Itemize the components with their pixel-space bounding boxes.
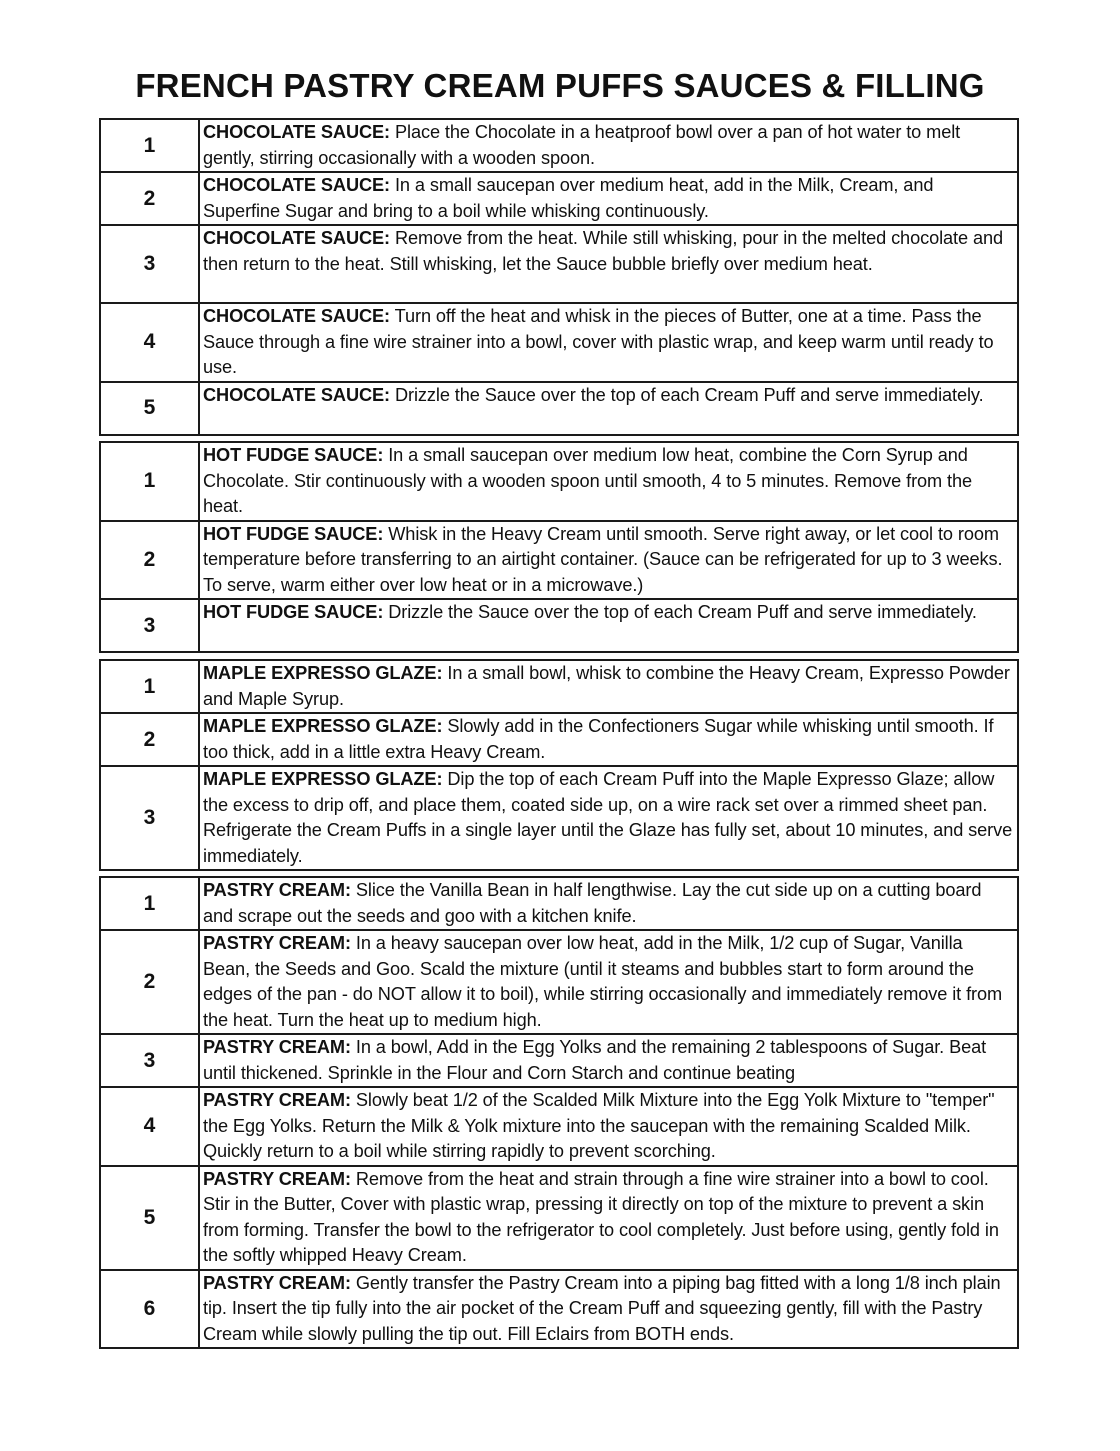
- table-row: [100, 766, 1018, 870]
- step-number: 5: [100, 1166, 199, 1270]
- step-text: [199, 442, 1018, 521]
- section-table-chocolate-sauce: [99, 118, 1019, 436]
- step-heading: CHOCOLATE SAUCE:: [203, 175, 391, 195]
- step-number: 1: [100, 119, 199, 172]
- step-heading: MAPLE EXPRESSO GLAZE:: [203, 663, 443, 683]
- step-heading: PASTRY CREAM:: [203, 880, 351, 900]
- step-description: In a small saucepan over medium low heat, combine the Corn Syrup and Chocolate. Stir continuously with a wooden spoon until smooth, 4 to 5 minutes. Remove from the heat.: [203, 445, 973, 516]
- step-description: Turn off the heat and whisk in the pieces of Butter, one at a time. Pass the Sauce through a fine wire strainer into a bowl, cover with plastic wrap, and keep warm until ready to use.: [203, 306, 994, 377]
- step-heading: HOT FUDGE SAUCE:: [203, 523, 384, 544]
- step-number: 6: [100, 1270, 199, 1349]
- step-text: [199, 599, 1018, 652]
- step-heading: MAPLE EXPRESSO GLAZE:: [203, 769, 443, 789]
- step-number: 4: [100, 1087, 199, 1166]
- step-heading: PASTRY CREAM:: [203, 1037, 351, 1057]
- page-title: FRENCH PASTRY CREAM PUFFS SAUCES & FILLING: [135, 67, 985, 104]
- step-number: 2: [100, 713, 199, 766]
- step-description: Slice the Vanilla Bean in half lengthwise. Lay the cut side up on a cutting board and scrape out the seeds and goo with a kitchen knife.: [203, 880, 982, 926]
- step-number: 1: [100, 442, 199, 521]
- step-text: [199, 172, 1018, 225]
- section-table-maple-expresso-glaze: [99, 659, 1019, 871]
- step-number: 5: [100, 382, 199, 435]
- step-description: In a small saucepan over medium heat, add in the Milk, Cream, and Superfine Sugar and bring to a boil while whisking continuously.: [203, 175, 934, 221]
- table-row: [100, 1034, 1018, 1087]
- step-description: In a bowl, Add in the Egg Yolks and the remaining 2 tablespoons of Sugar. Beat until thickened. Sprinkle in the Flour and Corn Starch and continue beating: [203, 1037, 987, 1083]
- step-number: 2: [100, 172, 199, 225]
- table-row: [100, 1166, 1018, 1270]
- step-text: [199, 766, 1018, 870]
- section-table-hot-fudge-sauce: [99, 441, 1019, 653]
- step-number: 2: [100, 930, 199, 1034]
- step-heading: CHOCOLATE SAUCE:: [203, 384, 391, 405]
- step-number: 1: [100, 660, 199, 713]
- step-text: [199, 119, 1018, 172]
- step-description: Remove from the heat. While still whisking, pour in the melted chocolate and then return to the heat. Still whisking, let the Sauce bubble briefly over medium heat.: [203, 228, 1004, 274]
- table-row: [100, 119, 1018, 172]
- step-heading: PASTRY CREAM:: [203, 1272, 351, 1293]
- table-row: [100, 599, 1018, 652]
- step-description: Slowly add in the Confectioners Sugar while whisking until smooth. If too thick, add in a little extra Heavy Cream.: [203, 716, 994, 762]
- step-heading: CHOCOLATE SAUCE:: [203, 122, 391, 142]
- table-row: [100, 172, 1018, 225]
- table-row: [100, 877, 1018, 930]
- step-heading: CHOCOLATE SAUCE:: [203, 228, 391, 248]
- step-text: [199, 521, 1018, 600]
- step-description: Slowly beat 1/2 of the Scalded Milk Mixture into the Egg Yolk Mixture to "temper" the Egg Yolks. Return the Milk & Yolk mixture into the saucepan with the remaining Scalded Milk. Quickly return to a boil while stirring rapidly to prevent scorching.: [203, 1090, 995, 1161]
- table-row: [100, 225, 1018, 303]
- step-description: Remove from the heat and strain through a fine wire strainer into a bowl to cool. Stir in the Butter, Cover with plastic wrap, pressing it directly on top of the mixture to prevent a skin from forming. Transfer the bowl to the refrigerator to cool completely. Just before using, gently fold in the softly whipped Heavy Cream.: [203, 1168, 999, 1265]
- table-row: [100, 382, 1018, 435]
- table-row: [100, 1270, 1018, 1349]
- step-text: [199, 303, 1018, 382]
- step-number: 3: [100, 766, 199, 870]
- step-description: Dip the top of each Cream Puff into the Maple Expresso Glaze; allow the excess to drip off, and place them, coated side up, on a wire rack set over a rimmed sheet pan. Refrigerate the Cream Puffs in a single layer until the Glaze has fully set, about 10 minutes, and serve immediately.: [203, 769, 1013, 866]
- step-heading: HOT FUDGE SAUCE:: [203, 602, 384, 622]
- section-table-pastry-cream: [99, 876, 1019, 1349]
- step-description: In a heavy saucepan over low heat, add in the Milk, 1/2 cup of Sugar, Vanilla Bean, the Seeds and Goo. Scald the mixture (until it steams and bubbles start to form around the edges of the pan - do NOT allow it to boil), while stirring occasionally and immediately remove it from the heat. Turn the heat up to medium high.: [203, 933, 1003, 1030]
- step-number: 4: [100, 303, 199, 382]
- step-text: [199, 1087, 1018, 1166]
- step-description: Drizzle the Sauce over the top of each Cream Puff and serve immediately.: [390, 384, 984, 405]
- table-row: [100, 713, 1018, 766]
- step-text: [199, 930, 1018, 1034]
- step-description: Drizzle the Sauce over the top of each Cream Puff and serve immediately.: [383, 602, 977, 622]
- step-text: [199, 225, 1018, 303]
- step-number: 3: [100, 599, 199, 652]
- step-heading: PASTRY CREAM:: [203, 933, 351, 953]
- step-text: [199, 877, 1018, 930]
- step-heading: MAPLE EXPRESSO GLAZE:: [203, 716, 443, 736]
- step-heading: PASTRY CREAM:: [203, 1090, 351, 1110]
- step-text: [199, 382, 1018, 435]
- step-description: Gently transfer the Pastry Cream into a piping bag fitted with a long 1/8 inch plain tip. Insert the tip fully into the air pocket of the Cream Puff and squeezing gently, fill with the Pastry Cream while slowly pulling the tip out. Fill Eclairs from BOTH ends.: [203, 1272, 1001, 1344]
- step-number: 3: [100, 1034, 199, 1087]
- step-description: Place the Chocolate in a heatproof bowl over a pan of hot water to melt gently, stirring occasionally with a wooden spoon.: [203, 122, 961, 168]
- step-text: [199, 1034, 1018, 1087]
- step-heading: PASTRY CREAM:: [203, 1168, 351, 1189]
- table-row: [100, 930, 1018, 1034]
- step-description: Whisk in the Heavy Cream until smooth. Serve right away, or let cool to room temperature before transferring to an airtight container. (Sauce can be refrigerated for up to 3 weeks. To serve, warm either over low heat or in a microwave.): [203, 523, 1003, 595]
- step-text: [199, 660, 1018, 713]
- step-description: In a small bowl, whisk to combine the Heavy Cream, Expresso Powder and Maple Syrup.: [203, 663, 1010, 709]
- step-text: [199, 1166, 1018, 1270]
- step-text: [199, 1270, 1018, 1349]
- table-row: [100, 442, 1018, 521]
- table-row: [100, 1087, 1018, 1166]
- table-row: [100, 303, 1018, 382]
- step-heading: CHOCOLATE SAUCE:: [203, 306, 391, 326]
- step-number: 3: [100, 225, 199, 303]
- table-row: [100, 660, 1018, 713]
- step-text: [199, 713, 1018, 766]
- step-heading: HOT FUDGE SAUCE:: [203, 445, 384, 465]
- step-number: 1: [100, 877, 199, 930]
- step-number: 2: [100, 521, 199, 600]
- table-row: [100, 521, 1018, 600]
